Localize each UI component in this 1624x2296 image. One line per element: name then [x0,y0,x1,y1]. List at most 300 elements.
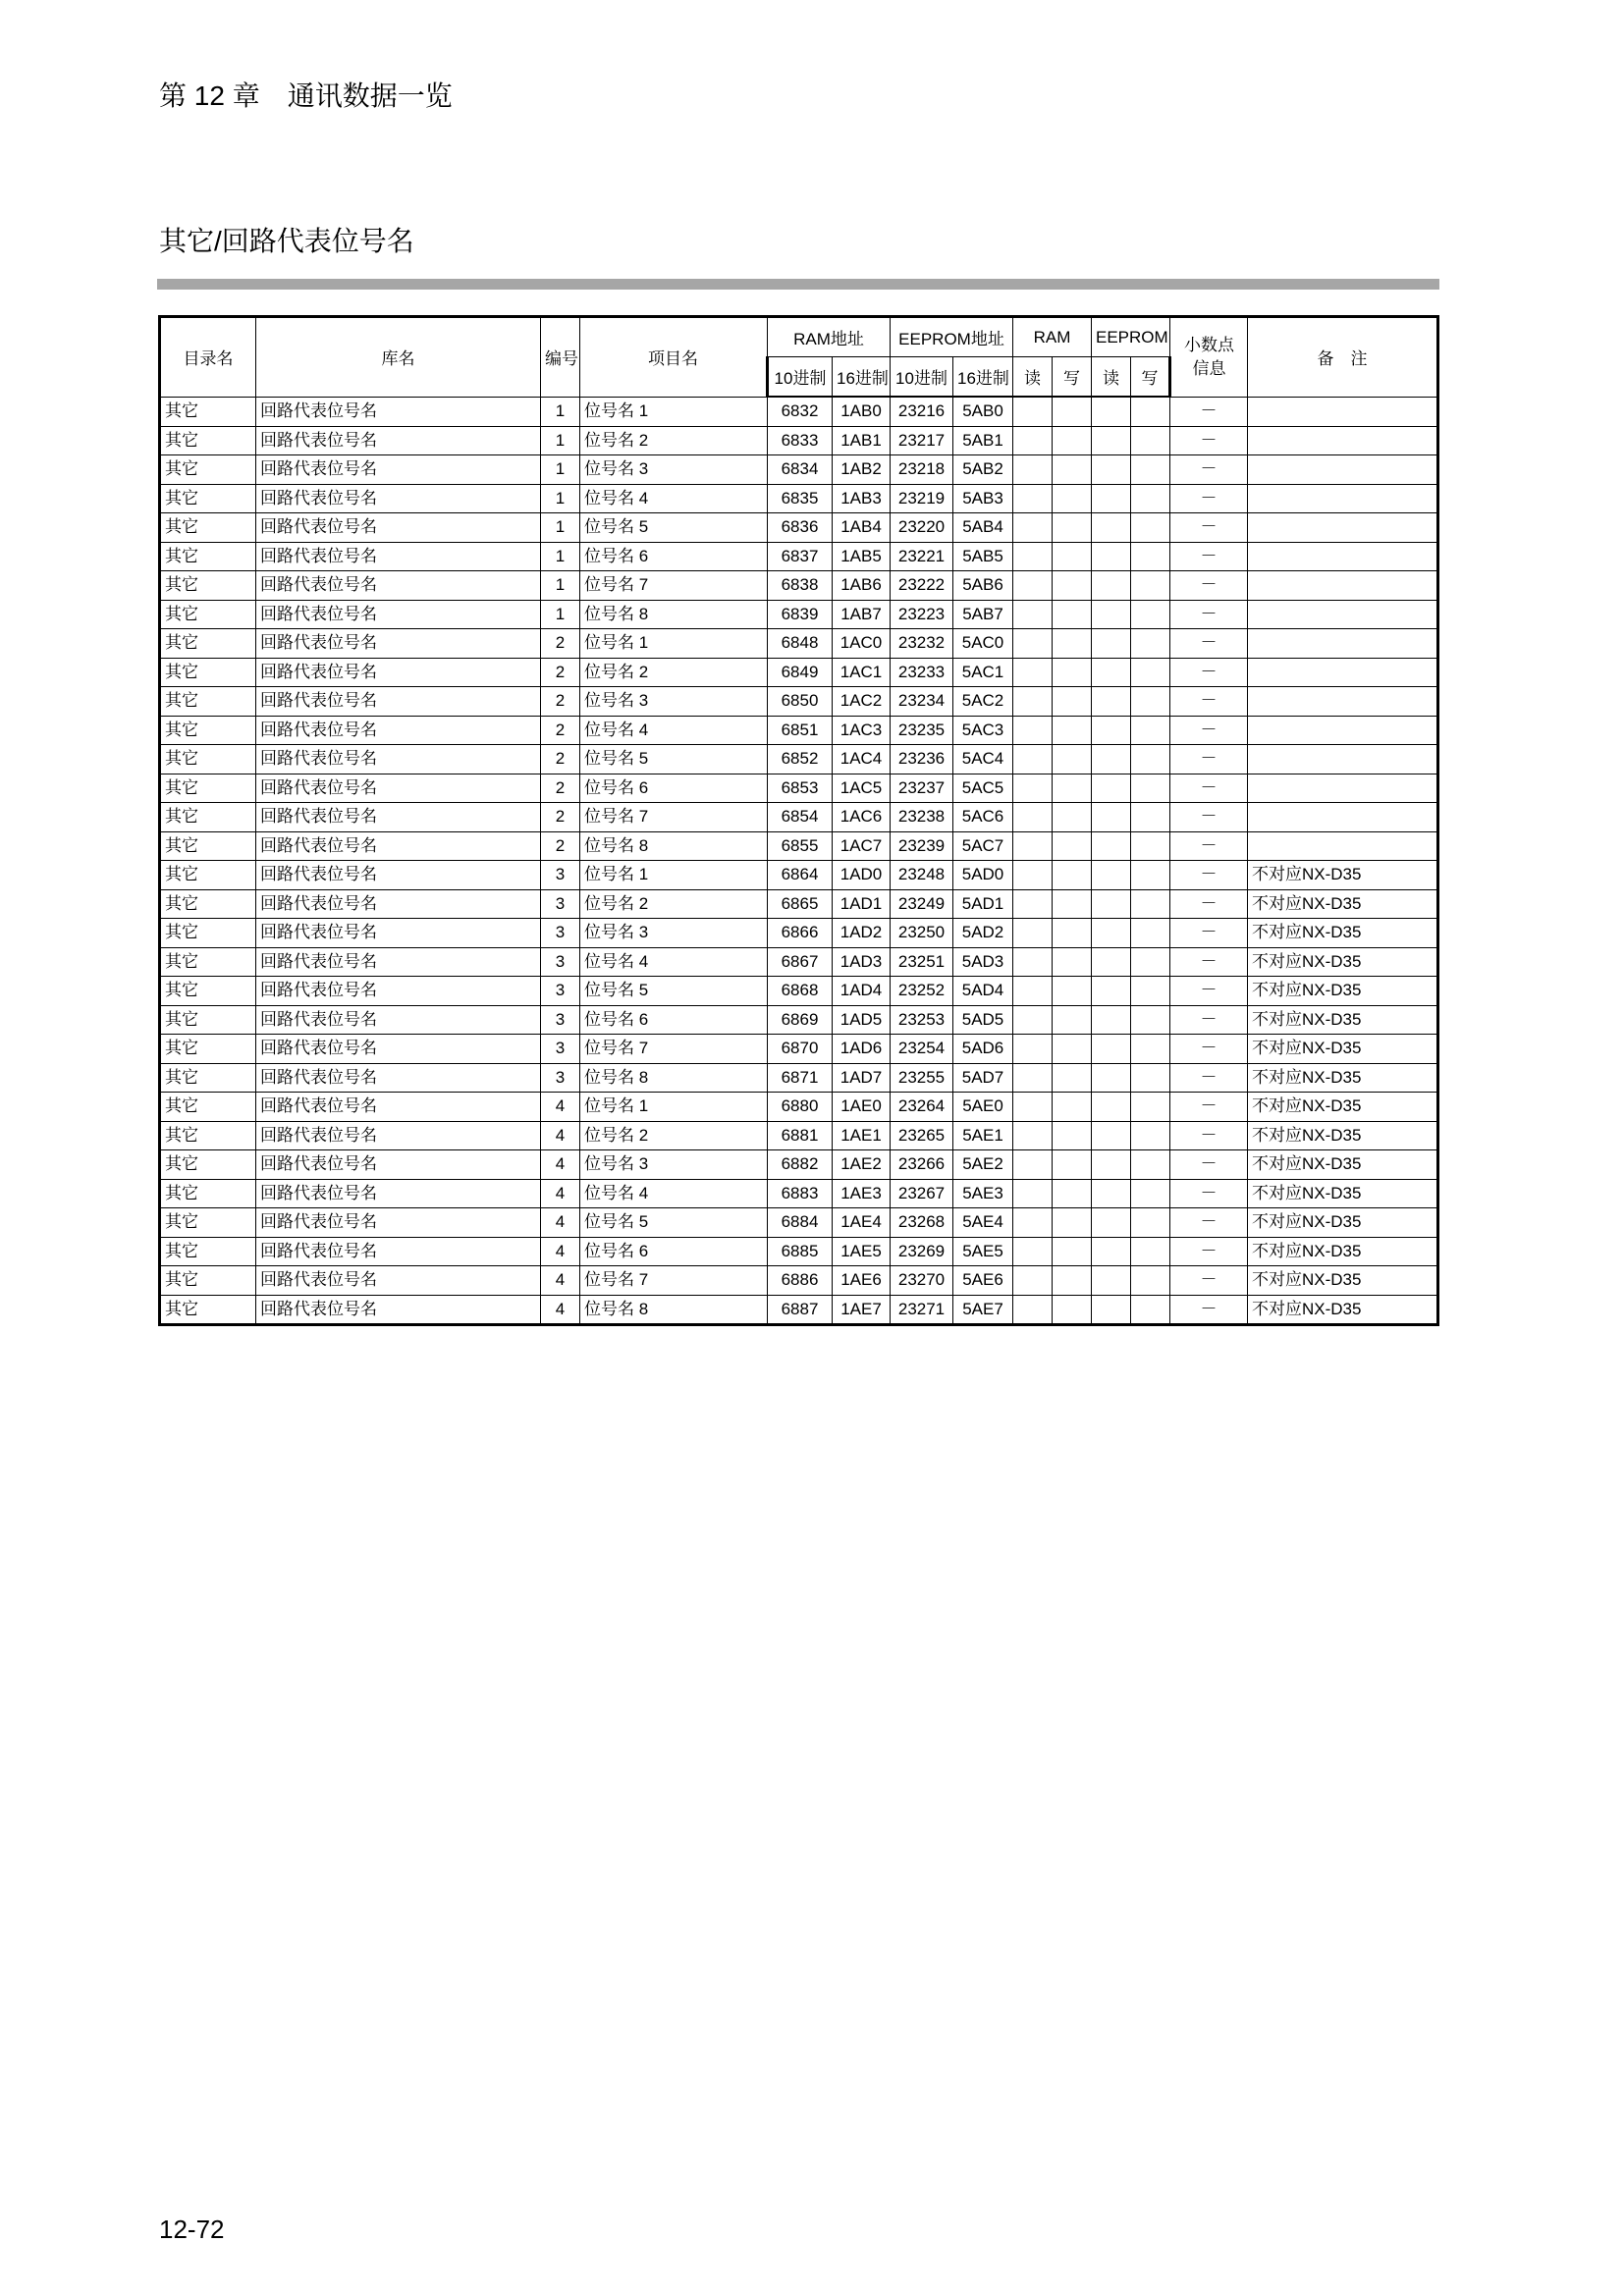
cell-eeprom-write [1131,1237,1170,1266]
table-row [160,600,1438,629]
cell-eeprom-dec: 23220 [891,513,953,543]
cell-eeprom-read [1092,861,1131,890]
cell-decimal-info: － [1170,1093,1248,1122]
cell-ram-dec: 6864 [768,861,833,890]
cell-ram-write [1053,861,1092,890]
cell-ram-write [1053,1005,1092,1035]
table-header [160,317,1438,398]
cell-library: 回路代表位号名 [256,831,541,861]
cell-remark: 不对应NX-D35 [1248,1179,1438,1208]
cell-eeprom-read [1092,1179,1131,1208]
col-number: 编号 [541,317,580,398]
cell-remark [1248,455,1438,485]
cell-number: 3 [541,1063,580,1093]
cell-eeprom-read [1092,1035,1131,1064]
cell-remark [1248,831,1438,861]
cell-ram-hex: 1AC3 [833,716,891,745]
cell-decimal-info: － [1170,1035,1248,1064]
cell-ram-write [1053,1266,1092,1296]
cell-library: 回路代表位号名 [256,426,541,455]
table-row [160,484,1438,513]
cell-eeprom-write [1131,919,1170,948]
cell-eeprom-write [1131,629,1170,659]
cell-number: 3 [541,889,580,919]
cell-ram-write [1053,889,1092,919]
cell-eeprom-read [1092,1237,1131,1266]
cell-number: 1 [541,542,580,571]
cell-eeprom-hex: 5AE4 [953,1208,1013,1238]
cell-number: 1 [541,484,580,513]
cell-library: 回路代表位号名 [256,919,541,948]
cell-ram-dec: 6837 [768,542,833,571]
table-row [160,977,1438,1006]
table-row [160,1093,1438,1122]
cell-eeprom-dec: 23248 [891,861,953,890]
cell-ram-dec: 6838 [768,571,833,601]
col-eeprom-hex: 16进制 [953,357,1013,398]
cell-remark [1248,484,1438,513]
col-eeprom: EEPROM [1092,317,1170,357]
cell-library: 回路代表位号名 [256,542,541,571]
cell-remark: 不对应NX-D35 [1248,1295,1438,1325]
cell-category: 其它 [160,426,256,455]
cell-remark [1248,629,1438,659]
cell-number: 2 [541,687,580,717]
cell-item: 位号名 8 [580,600,768,629]
cell-eeprom-hex: 5AE5 [953,1237,1013,1266]
cell-ram-dec: 6855 [768,831,833,861]
cell-ram-read [1013,484,1053,513]
cell-eeprom-hex: 5AB0 [953,397,1013,426]
cell-eeprom-read [1092,947,1131,977]
cell-library: 回路代表位号名 [256,861,541,890]
table-row [160,1237,1438,1266]
cell-eeprom-hex: 5AD3 [953,947,1013,977]
cell-eeprom-read [1092,1150,1131,1180]
cell-decimal-info: － [1170,716,1248,745]
cell-library: 回路代表位号名 [256,1237,541,1266]
cell-remark [1248,397,1438,426]
cell-ram-write [1053,1295,1092,1325]
cell-eeprom-write [1131,716,1170,745]
cell-eeprom-dec: 23217 [891,426,953,455]
cell-ram-dec: 6887 [768,1295,833,1325]
cell-category: 其它 [160,1295,256,1325]
cell-ram-read [1013,947,1053,977]
cell-ram-write [1053,716,1092,745]
cell-eeprom-read [1092,1005,1131,1035]
cell-remark [1248,426,1438,455]
cell-remark [1248,745,1438,774]
cell-eeprom-hex: 5AD5 [953,1005,1013,1035]
table-row [160,1295,1438,1325]
cell-eeprom-hex: 5AD6 [953,1035,1013,1064]
cell-category: 其它 [160,397,256,426]
cell-category: 其它 [160,1063,256,1093]
table-row [160,889,1438,919]
cell-ram-hex: 1AB7 [833,600,891,629]
cell-eeprom-hex: 5AB5 [953,542,1013,571]
table-row [160,1208,1438,1238]
cell-eeprom-read [1092,629,1131,659]
cell-category: 其它 [160,774,256,803]
cell-decimal-info: － [1170,1237,1248,1266]
table-row [160,1035,1438,1064]
cell-category: 其它 [160,571,256,601]
cell-ram-hex: 1AD4 [833,977,891,1006]
cell-ram-read [1013,397,1053,426]
cell-eeprom-write [1131,1063,1170,1093]
cell-ram-hex: 1AE2 [833,1150,891,1180]
cell-eeprom-hex: 5AC7 [953,831,1013,861]
cell-ram-read [1013,571,1053,601]
cell-ram-hex: 1AD0 [833,861,891,890]
cell-eeprom-dec: 23233 [891,658,953,687]
cell-remark [1248,774,1438,803]
cell-ram-hex: 1AE4 [833,1208,891,1238]
col-ram-dec: 10进制 [768,357,833,398]
cell-eeprom-write [1131,1121,1170,1150]
table-row [160,455,1438,485]
cell-library: 回路代表位号名 [256,1179,541,1208]
cell-eeprom-read [1092,745,1131,774]
cell-item: 位号名 4 [580,484,768,513]
cell-eeprom-dec: 23223 [891,600,953,629]
cell-ram-hex: 1AD7 [833,1063,891,1093]
cell-library: 回路代表位号名 [256,1005,541,1035]
cell-item: 位号名 6 [580,774,768,803]
cell-ram-dec: 6869 [768,1005,833,1035]
page-number: 12-72 [159,2215,225,2244]
cell-item: 位号名 3 [580,687,768,717]
cell-ram-dec: 6853 [768,774,833,803]
cell-number: 4 [541,1208,580,1238]
cell-remark: 不对应NX-D35 [1248,889,1438,919]
cell-ram-write [1053,1093,1092,1122]
cell-library: 回路代表位号名 [256,716,541,745]
cell-category: 其它 [160,889,256,919]
cell-item: 位号名 2 [580,426,768,455]
cell-eeprom-hex: 5AC2 [953,687,1013,717]
cell-remark: 不对应NX-D35 [1248,947,1438,977]
table-row [160,1005,1438,1035]
cell-category: 其它 [160,658,256,687]
cell-ram-read [1013,716,1053,745]
cell-ram-write [1053,1208,1092,1238]
cell-ram-hex: 1AE6 [833,1266,891,1296]
cell-eeprom-read [1092,600,1131,629]
cell-eeprom-dec: 23252 [891,977,953,1006]
cell-number: 3 [541,977,580,1006]
cell-ram-dec: 6852 [768,745,833,774]
cell-ram-read [1013,1179,1053,1208]
cell-eeprom-hex: 5AE2 [953,1150,1013,1180]
cell-ram-read [1013,1005,1053,1035]
cell-ram-read [1013,919,1053,948]
cell-remark: 不对应NX-D35 [1248,1150,1438,1180]
cell-ram-read [1013,861,1053,890]
cell-ram-dec: 6839 [768,600,833,629]
table-row [160,426,1438,455]
cell-eeprom-read [1092,1121,1131,1150]
cell-remark [1248,716,1438,745]
cell-number: 1 [541,455,580,485]
cell-ram-write [1053,426,1092,455]
cell-number: 3 [541,1035,580,1064]
col-remarks: 备 注 [1248,317,1438,398]
cell-ram-hex: 1AB2 [833,455,891,485]
cell-category: 其它 [160,919,256,948]
cell-item: 位号名 4 [580,947,768,977]
cell-item: 位号名 1 [580,629,768,659]
cell-category: 其它 [160,1179,256,1208]
cell-ram-read [1013,1266,1053,1296]
cell-number: 1 [541,426,580,455]
table-row [160,745,1438,774]
cell-eeprom-hex: 5AD0 [953,861,1013,890]
cell-item: 位号名 1 [580,861,768,890]
cell-eeprom-write [1131,1266,1170,1296]
table-row [160,513,1438,543]
cell-ram-write [1053,397,1092,426]
cell-item: 位号名 6 [580,1237,768,1266]
cell-ram-hex: 1AC5 [833,774,891,803]
cell-eeprom-hex: 5AC1 [953,658,1013,687]
cell-number: 2 [541,803,580,832]
cell-library: 回路代表位号名 [256,774,541,803]
cell-ram-read [1013,803,1053,832]
cell-eeprom-write [1131,1295,1170,1325]
cell-ram-read [1013,600,1053,629]
cell-number: 3 [541,861,580,890]
cell-ram-write [1053,919,1092,948]
cell-decimal-info: － [1170,919,1248,948]
cell-ram-hex: 1AC1 [833,658,891,687]
cell-eeprom-write [1131,571,1170,601]
cell-remark: 不对应NX-D35 [1248,1035,1438,1064]
cell-eeprom-hex: 5AC3 [953,716,1013,745]
cell-number: 4 [541,1266,580,1296]
cell-ram-write [1053,977,1092,1006]
section-title: 其它/回路代表位号名 [159,226,414,256]
cell-ram-dec: 6886 [768,1266,833,1296]
data-table [158,315,1439,1326]
cell-ram-hex: 1AE7 [833,1295,891,1325]
cell-ram-read [1013,542,1053,571]
cell-ram-read [1013,1208,1053,1238]
cell-eeprom-read [1092,919,1131,948]
cell-eeprom-hex: 5AC6 [953,803,1013,832]
cell-eeprom-write [1131,1208,1170,1238]
cell-category: 其它 [160,716,256,745]
cell-ram-hex: 1AD6 [833,1035,891,1064]
cell-eeprom-read [1092,1208,1131,1238]
cell-ram-dec: 6849 [768,658,833,687]
cell-category: 其它 [160,947,256,977]
cell-eeprom-read [1092,889,1131,919]
cell-item: 位号名 5 [580,745,768,774]
cell-ram-dec: 6854 [768,803,833,832]
cell-ram-hex: 1AD5 [833,1005,891,1035]
cell-library: 回路代表位号名 [256,1093,541,1122]
cell-eeprom-hex: 5AB4 [953,513,1013,543]
cell-ram-hex: 1AC2 [833,687,891,717]
cell-ram-hex: 1AB5 [833,542,891,571]
cell-eeprom-read [1092,397,1131,426]
table-row [160,542,1438,571]
cell-eeprom-dec: 23255 [891,1063,953,1093]
chapter-heading: 第 12 章 通讯数据一览 [159,80,453,111]
cell-ram-dec: 6832 [768,397,833,426]
cell-category: 其它 [160,831,256,861]
cell-eeprom-write [1131,1150,1170,1180]
cell-ram-read [1013,629,1053,659]
cell-eeprom-dec: 23238 [891,803,953,832]
cell-eeprom-write [1131,1035,1170,1064]
cell-number: 2 [541,629,580,659]
cell-item: 位号名 7 [580,1035,768,1064]
table-row [160,774,1438,803]
cell-category: 其它 [160,600,256,629]
cell-decimal-info: － [1170,658,1248,687]
cell-ram-read [1013,1237,1053,1266]
cell-ram-hex: 1AC4 [833,745,891,774]
cell-ram-write [1053,1121,1092,1150]
cell-eeprom-write [1131,687,1170,717]
cell-ram-write [1053,803,1092,832]
cell-eeprom-hex: 5AD4 [953,977,1013,1006]
cell-decimal-info: － [1170,774,1248,803]
cell-category: 其它 [160,484,256,513]
cell-eeprom-hex: 5AD2 [953,919,1013,948]
cell-item: 位号名 8 [580,1295,768,1325]
cell-category: 其它 [160,1005,256,1035]
col-ram: RAM [1013,317,1092,357]
cell-ram-write [1053,1237,1092,1266]
cell-eeprom-dec: 23268 [891,1208,953,1238]
cell-ram-hex: 1AE0 [833,1093,891,1122]
cell-remark: 不对应NX-D35 [1248,1121,1438,1150]
cell-ram-hex: 1AC6 [833,803,891,832]
cell-category: 其它 [160,745,256,774]
cell-eeprom-write [1131,831,1170,861]
cell-ram-read [1013,1295,1053,1325]
cell-eeprom-read [1092,658,1131,687]
cell-eeprom-hex: 5AB2 [953,455,1013,485]
cell-decimal-info: － [1170,426,1248,455]
cell-remark [1248,803,1438,832]
cell-item: 位号名 2 [580,1121,768,1150]
cell-eeprom-read [1092,1063,1131,1093]
table-row [160,629,1438,659]
cell-number: 2 [541,716,580,745]
cell-ram-read [1013,831,1053,861]
cell-remark [1248,542,1438,571]
cell-ram-dec: 6884 [768,1208,833,1238]
cell-ram-write [1053,571,1092,601]
cell-remark [1248,687,1438,717]
cell-eeprom-read [1092,1093,1131,1122]
cell-category: 其它 [160,1121,256,1150]
cell-eeprom-dec: 23270 [891,1266,953,1296]
cell-library: 回路代表位号名 [256,1266,541,1296]
cell-number: 3 [541,919,580,948]
cell-eeprom-hex: 5AB3 [953,484,1013,513]
cell-number: 2 [541,658,580,687]
cell-eeprom-dec: 23237 [891,774,953,803]
cell-library: 回路代表位号名 [256,947,541,977]
cell-remark: 不对应NX-D35 [1248,1237,1438,1266]
cell-number: 4 [541,1179,580,1208]
cell-ram-write [1053,1150,1092,1180]
cell-library: 回路代表位号名 [256,889,541,919]
cell-library: 回路代表位号名 [256,571,541,601]
cell-eeprom-dec: 23265 [891,1121,953,1150]
cell-number: 3 [541,1005,580,1035]
cell-ram-read [1013,745,1053,774]
cell-eeprom-read [1092,426,1131,455]
cell-number: 2 [541,831,580,861]
cell-library: 回路代表位号名 [256,658,541,687]
cell-number: 1 [541,571,580,601]
cell-eeprom-read [1092,571,1131,601]
cell-library: 回路代表位号名 [256,397,541,426]
cell-eeprom-dec: 23254 [891,1035,953,1064]
cell-eeprom-dec: 23266 [891,1150,953,1180]
cell-decimal-info: － [1170,947,1248,977]
cell-decimal-info: － [1170,571,1248,601]
cell-number: 4 [541,1150,580,1180]
cell-library: 回路代表位号名 [256,1121,541,1150]
cell-eeprom-dec: 23250 [891,919,953,948]
cell-eeprom-write [1131,774,1170,803]
cell-item: 位号名 6 [580,542,768,571]
cell-decimal-info: － [1170,803,1248,832]
cell-library: 回路代表位号名 [256,513,541,543]
cell-eeprom-hex: 5AB7 [953,600,1013,629]
cell-item: 位号名 2 [580,889,768,919]
cell-ram-read [1013,426,1053,455]
cell-library: 回路代表位号名 [256,1208,541,1238]
cell-eeprom-read [1092,687,1131,717]
cell-decimal-info: － [1170,629,1248,659]
cell-eeprom-write [1131,600,1170,629]
cell-eeprom-hex: 5AD7 [953,1063,1013,1093]
col-eeprom-write: 写 [1131,357,1170,398]
cell-item: 位号名 6 [580,1005,768,1035]
cell-eeprom-dec: 23271 [891,1295,953,1325]
cell-library: 回路代表位号名 [256,803,541,832]
cell-library: 回路代表位号名 [256,687,541,717]
cell-item: 位号名 3 [580,919,768,948]
cell-item: 位号名 1 [580,397,768,426]
cell-category: 其它 [160,1093,256,1122]
cell-remark: 不对应NX-D35 [1248,1266,1438,1296]
cell-ram-dec: 6881 [768,1121,833,1150]
cell-eeprom-dec: 23222 [891,571,953,601]
cell-eeprom-dec: 23267 [891,1179,953,1208]
cell-eeprom-write [1131,745,1170,774]
cell-library: 回路代表位号名 [256,629,541,659]
cell-ram-write [1053,687,1092,717]
cell-eeprom-read [1092,1266,1131,1296]
cell-ram-hex: 1AB3 [833,484,891,513]
cell-ram-hex: 1AC7 [833,831,891,861]
cell-ram-read [1013,1150,1053,1180]
cell-decimal-info: － [1170,889,1248,919]
cell-ram-dec: 6871 [768,1063,833,1093]
cell-decimal-info: － [1170,1005,1248,1035]
